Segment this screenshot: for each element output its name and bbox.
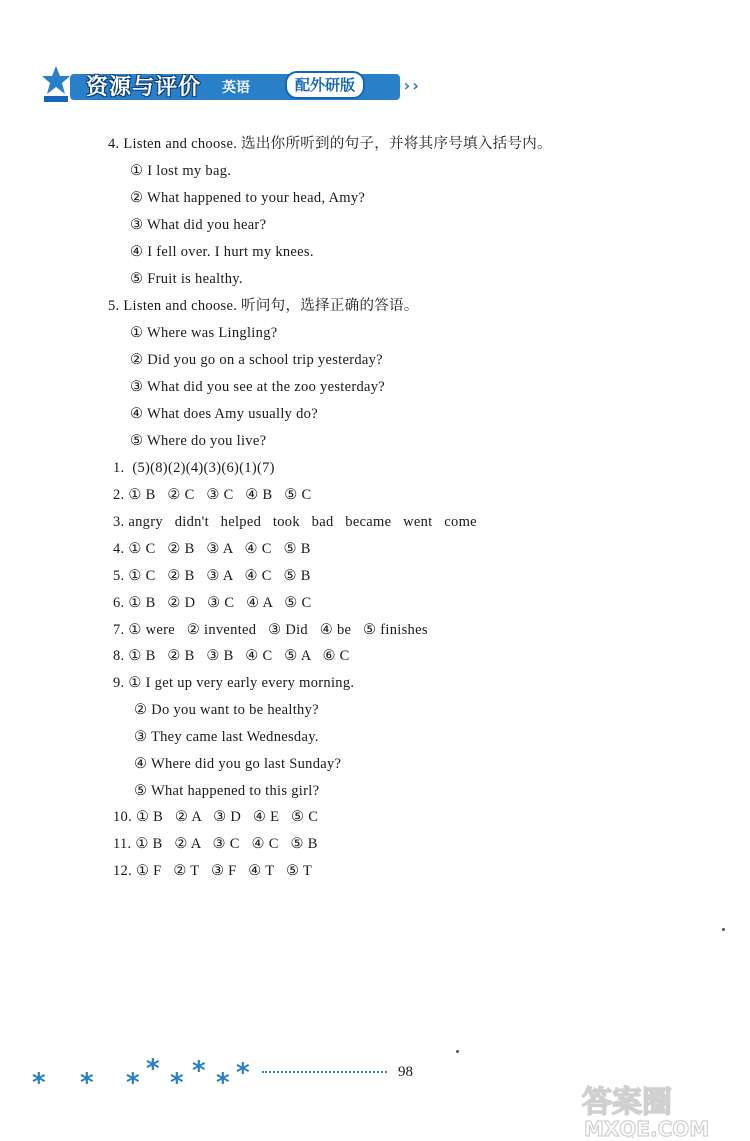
answer-line: 12. ① F ② T ③ F ④ T ⑤ T (113, 863, 313, 879)
svg-text:MXQE.COM: MXQE.COM (584, 1117, 710, 1138)
answer-line: 8. ① B ② B ③ B ④ C ⑤ A ⑥ C (113, 648, 350, 664)
edition-badge: 配外研版 (285, 71, 365, 99)
page-header (0, 0, 750, 120)
answer-line: 5. ① C ② B ③ A ④ C ⑤ B (113, 568, 311, 584)
subject-label: 英语 (222, 80, 250, 96)
svg-text:*: * (126, 1068, 140, 1095)
q9-answer: ⑤ What happened to this girl? (134, 783, 320, 799)
q5-option: ④ What does Amy usually do? (130, 406, 318, 422)
star-decoration-icon (30, 1055, 270, 1095)
svg-text:*: * (170, 1068, 184, 1095)
answer-line: 9. ① I get up very early every morning. (113, 675, 355, 691)
question-5-title: 5. Listen and choose. 听问句，选择正确的答语。 (108, 298, 419, 314)
q4-option: ③ What did you hear? (130, 217, 267, 233)
svg-text:*: * (236, 1058, 250, 1088)
svg-text:*: * (192, 1056, 206, 1086)
q5-option: ⑤ Where do you live? (130, 433, 267, 449)
q4-option: ④ I fell over. I hurt my knees. (130, 244, 314, 260)
q9-answer: ④ Where did you go last Sunday? (134, 756, 342, 772)
svg-text:*: * (80, 1068, 94, 1095)
svg-text:*: * (32, 1068, 46, 1095)
dotted-leader (262, 1071, 387, 1075)
svg-text:*: * (216, 1068, 230, 1095)
watermark-logo (578, 1082, 738, 1138)
q5-option: ① Where was Lingling? (130, 325, 278, 341)
chevron-decoration: ››› (395, 76, 421, 95)
q4-option: ⑤ Fruit is healthy. (130, 271, 243, 287)
svg-text:*: * (146, 1055, 160, 1084)
answer-line: 4. ① C ② B ③ A ④ C ⑤ B (113, 541, 311, 557)
q5-option: ② Did you go on a school trip yesterday? (130, 352, 383, 368)
answer-line: 3. angry didn't helped took bad became went come (113, 514, 477, 530)
scan-speck (456, 1050, 459, 1053)
book-logo-icon (40, 64, 72, 104)
scan-speck (722, 928, 725, 931)
question-4-title: 4. Listen and choose. 选出你所听到的句子，并将其序号填入括号内。 (108, 136, 552, 152)
q9-answer: ③ They came last Wednesday. (134, 729, 319, 745)
q4-option: ① I lost my bag. (130, 163, 232, 179)
q9-answer: ② Do you want to be healthy? (134, 702, 319, 718)
answer-line: 6. ① B ② D ③ C ④ A ⑤ C (113, 595, 312, 611)
q4-option: ② What happened to your head, Amy? (130, 190, 366, 206)
answer-line: 2. ① B ② C ③ C ④ B ⑤ C (113, 487, 312, 503)
answer-line: 10. ① B ② A ③ D ④ E ⑤ C (113, 809, 319, 825)
answer-line: 1. (5)(8)(2)(4)(3)(6)(1)(7) (113, 460, 275, 476)
q5-option: ③ What did you see at the zoo yesterday? (130, 379, 386, 395)
svg-text:答案圈: 答案圈 (582, 1085, 672, 1120)
answer-line: 11. ① B ② A ③ C ④ C ⑤ B (113, 836, 318, 852)
answer-line: 7. ① were ② invented ③ Did ④ be ⑤ finishes (113, 622, 428, 638)
page-number: 98 (398, 1064, 413, 1080)
book-title: 资源与评价 (86, 75, 202, 100)
